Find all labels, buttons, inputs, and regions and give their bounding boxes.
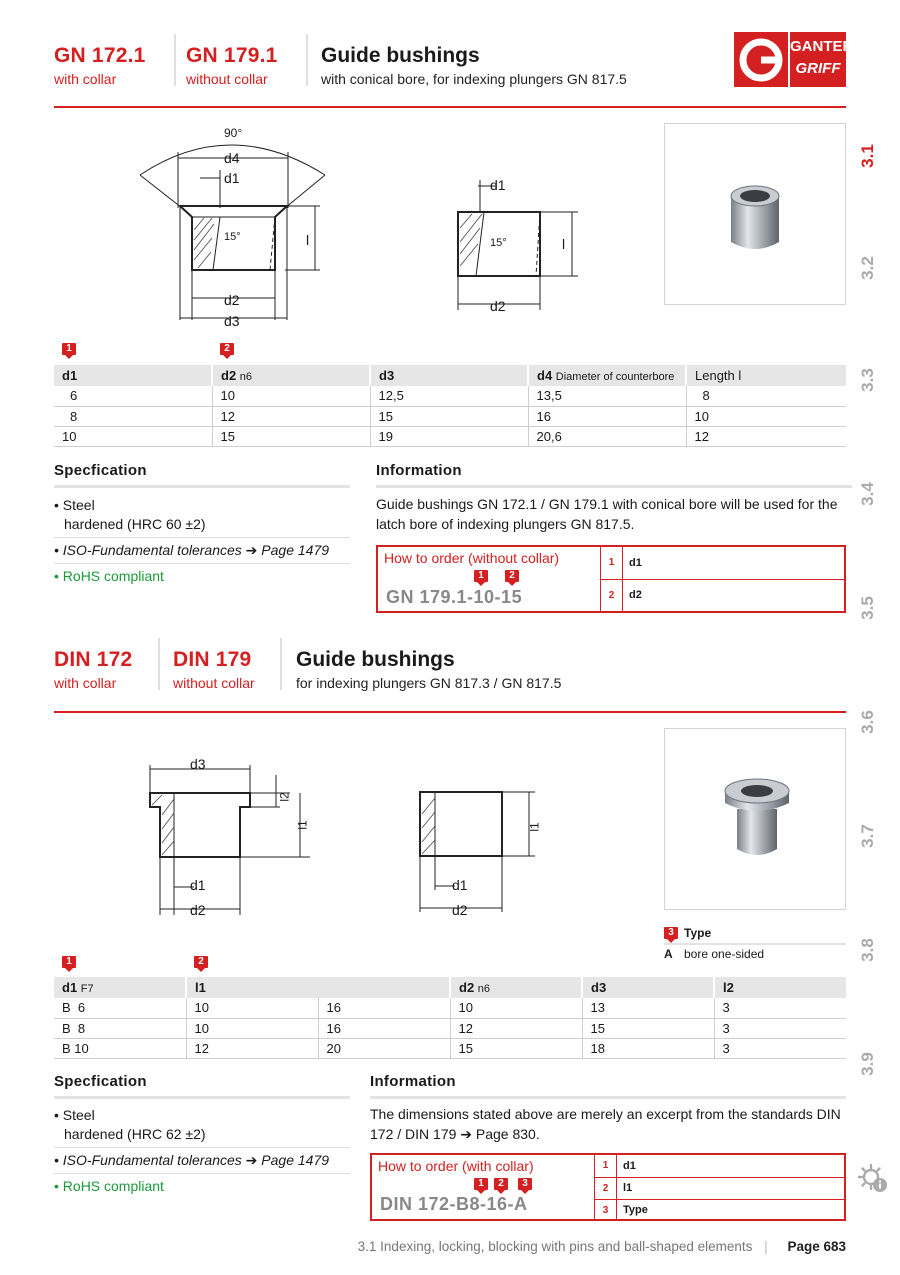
side-nav-item-3-5[interactable]: 3.5 <box>858 596 877 620</box>
bushing-photo-icon <box>665 124 845 304</box>
order-label-1: How to order (without collar) <box>384 550 560 566</box>
col-l1: l1 <box>186 977 318 998</box>
spec-item-rohs: • RoHS compliant <box>54 568 164 584</box>
section2-rule <box>54 711 846 713</box>
dimension-table-1 <box>54 365 846 447</box>
product-sub-with-collar-2: with collar <box>54 675 117 691</box>
label-l2: l2 <box>277 792 292 802</box>
label-d1-2: d1 <box>190 877 206 893</box>
label-d1: d1 <box>224 170 240 186</box>
spec-item: • Steel hardened (HRC 60 ±2) <box>54 493 350 538</box>
collar-bushing-photo-icon <box>665 729 845 909</box>
spec-item-tolerances[interactable]: • ISO-Fundamental tolerances ➔ Page 1479 <box>54 1148 350 1174</box>
order-code-2: DIN 172-B8-16-A <box>380 1194 528 1214</box>
order-key-table-2: 1 d1 2 l1 3 Type <box>594 1155 844 1221</box>
label-taper-15: 15° <box>224 231 241 243</box>
side-nav-item-3-9[interactable]: 3.9 <box>858 1052 877 1076</box>
table-row: 10 15 19 20,6 12 <box>54 426 846 446</box>
label-angle-90: 90° <box>224 126 243 140</box>
section1-header <box>54 44 846 104</box>
product-sub-without-collar: without collar <box>186 71 268 87</box>
info-text-2: The dimensions stated above are merely an excerpt from the standards DIN 172 / DIN 179 ➔ Page 830. <box>370 1106 841 1142</box>
product-code-gn179-1: GN 179.1 <box>186 44 278 67</box>
label-d2-b: d2 <box>490 298 506 314</box>
spec-item-rohs: • RoHS compliant <box>54 1178 164 1194</box>
side-nav-item-3-7[interactable]: 3.7 <box>858 824 877 848</box>
page-title: Guide bushings <box>321 44 480 67</box>
footer-page-number: Page 683 <box>787 1239 846 1254</box>
table-header-row <box>54 365 846 386</box>
logo-text-ganter: GANTER <box>790 38 854 55</box>
col-d1: d1 <box>54 365 212 386</box>
ref-badge-1: 1 <box>62 343 76 359</box>
label-taper-15-b: 15° <box>490 237 507 249</box>
type-key-a: A <box>664 947 673 961</box>
dimension-table-2 <box>54 977 846 1059</box>
technical-drawing-din172 <box>140 755 320 925</box>
gear-info-icon[interactable] <box>858 1163 888 1193</box>
col-d4: d4 Diameter of counterbore <box>528 365 686 386</box>
order-key-table-1: 1 d1 2 d2 <box>600 547 844 611</box>
col-d2: d2 n6 <box>212 365 370 386</box>
technical-drawing-gn179-1 <box>440 170 590 310</box>
footer-chapter: 3.1 Indexing, locking, blocking with pins and ball-shaped elements <box>357 1239 753 1254</box>
section2-subtitle: for indexing plungers GN 817.3 / GN 817.5 <box>296 675 562 691</box>
section2-header <box>54 648 846 708</box>
col-d2: d2 n6 <box>450 977 582 998</box>
col-l1-b <box>318 977 450 998</box>
label-d3: d3 <box>224 313 240 329</box>
spec-list-2 <box>54 1103 350 1199</box>
label-l1: l1 <box>295 820 310 830</box>
col-l2: l2 <box>714 977 846 998</box>
type-title: Type <box>684 926 712 940</box>
product-sub-with-collar: with collar <box>54 71 117 87</box>
side-nav-item-3-1[interactable]: 3.1 <box>858 144 877 168</box>
side-nav-item-3-2[interactable]: 3.2 <box>858 256 877 280</box>
order-badge-1-s2: 1 <box>474 1178 488 1194</box>
order-code-1: GN 179.1-10-15 <box>386 587 523 607</box>
type-badge-3: 3 <box>664 927 678 943</box>
table-row: 8 12 15 16 10 <box>54 406 846 426</box>
type-value-a: bore one-sided <box>684 947 765 961</box>
label-d1-2b: d1 <box>452 877 468 893</box>
label-l1-b: l1 <box>527 822 542 832</box>
table-row: 6 10 12,5 13,5 8 <box>54 386 846 406</box>
side-nav <box>855 120 900 1080</box>
logo-text-griff: GRIFF <box>795 60 841 77</box>
order-badge-3-s2: 3 <box>518 1178 532 1194</box>
ref-badge-2-s2: 2 <box>194 956 208 972</box>
label-l: l <box>306 232 310 248</box>
order-label-2: How to order (with collar) <box>378 1158 534 1174</box>
ref-badge-2: 2 <box>220 343 234 359</box>
product-photo-1 <box>664 123 846 305</box>
product-code-gn172-1: GN 172.1 <box>54 44 146 67</box>
table-row: B 6 10 16 10 13 3 <box>54 998 846 1018</box>
label-d2: d2 <box>224 292 240 308</box>
info-title-2: Information <box>370 1073 456 1090</box>
header-rule <box>54 106 846 108</box>
side-nav-item-3-6[interactable]: 3.6 <box>858 710 877 734</box>
page-subtitle: with conical bore, for indexing plungers GN 817.5 <box>321 71 627 87</box>
col-d3: d3 <box>370 365 528 386</box>
side-nav-item-3-4[interactable]: 3.4 <box>858 482 877 506</box>
product-photo-2 <box>664 728 846 910</box>
spec-item-tolerances[interactable]: • ISO-Fundamental tolerances ➔ Page 1479 <box>54 538 350 564</box>
spec-item: • Steel hardened (HRC 62 ±2) <box>54 1103 350 1148</box>
order-badge-1: 1 <box>474 570 488 586</box>
label-d3-2: d3 <box>190 756 206 772</box>
label-l-b: l <box>562 236 566 252</box>
technical-drawing-din179 <box>405 770 565 920</box>
ganter-logo <box>734 32 854 87</box>
product-code-din179: DIN 179 <box>173 648 252 671</box>
side-nav-item-3-3[interactable]: 3.3 <box>858 368 877 392</box>
product-sub-without-collar-2: without collar <box>173 675 255 691</box>
info-text-1: Guide bushings GN 172.1 / GN 179.1 with conical bore will be used for the latch bore of indexing plungers GN 817.5. <box>376 496 838 532</box>
order-badge-2-s2: 2 <box>494 1178 508 1194</box>
label-d1-b: d1 <box>490 177 506 193</box>
spec-title-2: Specfication <box>54 1073 147 1090</box>
label-d4: d4 <box>224 150 240 166</box>
page-footer: 3.1 Indexing, locking, blocking with pins and ball-shaped elements | Page 683 <box>357 1239 846 1254</box>
spec-title-1: Specfication <box>54 462 147 479</box>
col-d1: d1 F7 <box>54 977 186 998</box>
spec-list-1 <box>54 493 350 589</box>
ref-badge-1-s2: 1 <box>62 956 76 972</box>
col-d3: d3 <box>582 977 714 998</box>
label-d2-2: d2 <box>190 902 206 918</box>
technical-drawing-gn172-1 <box>120 120 370 340</box>
col-length: Length l <box>686 365 846 386</box>
label-d2-2b: d2 <box>452 902 468 918</box>
order-badge-2: 2 <box>505 570 519 586</box>
side-nav-item-3-8[interactable]: 3.8 <box>858 938 877 962</box>
table-row: B 10 12 20 15 18 3 <box>54 1038 846 1058</box>
table-row: B 8 10 16 12 15 3 <box>54 1018 846 1038</box>
product-code-din172: DIN 172 <box>54 648 133 671</box>
info-title-1: Information <box>376 462 462 479</box>
section2-title: Guide bushings <box>296 648 455 671</box>
table-header-row <box>54 977 846 998</box>
